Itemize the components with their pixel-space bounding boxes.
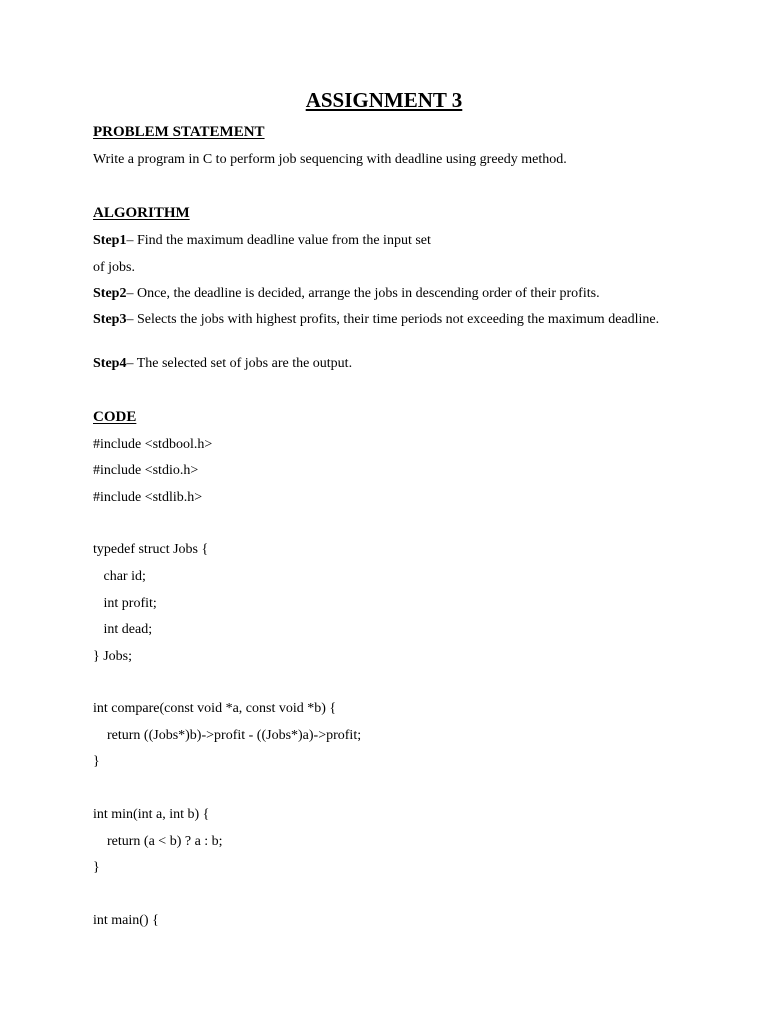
code-line: } Jobs; (93, 649, 133, 664)
code-line: int compare(const void *a, const void *b) { (93, 701, 337, 716)
algorithm-step-1 (93, 232, 431, 249)
algorithm-heading: ALGORITHM (93, 205, 190, 221)
problem-statement-text: Write a program in C to perform job sequencing with deadline using greedy method. (93, 152, 567, 167)
document-title: ASSIGNMENT 3 (305, 88, 463, 112)
code-line: #include <stdbool.h> (93, 437, 213, 452)
step-text: – Find the maximum deadline value from the input set (126, 233, 431, 248)
algorithm-step-3 (93, 311, 673, 328)
step-label: Step2 (93, 286, 127, 301)
code-heading: CODE (93, 409, 137, 425)
code-line: #include <stdlib.h> (93, 490, 203, 505)
code-line: } (93, 754, 100, 769)
code-line: int min(int a, int b) { (93, 807, 210, 822)
algorithm-step-2 (93, 285, 600, 302)
code-line: char id; (93, 569, 146, 584)
algorithm-step-4 (93, 355, 352, 372)
code-line: return ((Jobs*)b)->profit - ((Jobs*)a)->profit; (93, 728, 362, 743)
code-line: typedef struct Jobs { (93, 542, 209, 557)
algorithm-step-1-continued (93, 259, 135, 276)
step-label: Step4 (93, 356, 127, 371)
step-label: Step1 (93, 233, 127, 248)
step-label: Step3 (93, 312, 127, 327)
code-line: int dead; (93, 622, 153, 637)
problem-statement-heading: PROBLEM STATEMENT (93, 124, 265, 140)
step-text: – Once, the deadline is decided, arrange the jobs in descending order of their profits. (126, 286, 600, 301)
step-text: – Selects the jobs with highest profits, their time periods not exceeding the maximum deadline. (126, 312, 660, 327)
step-text: of jobs. (93, 260, 135, 275)
step-text: – The selected set of jobs are the output. (126, 356, 353, 371)
code-line: int profit; (93, 596, 157, 611)
code-line: return (a < b) ? a : b; (93, 834, 223, 849)
code-line: } (93, 860, 100, 875)
code-line: #include <stdio.h> (93, 463, 199, 478)
code-line: int main() { (93, 913, 159, 928)
